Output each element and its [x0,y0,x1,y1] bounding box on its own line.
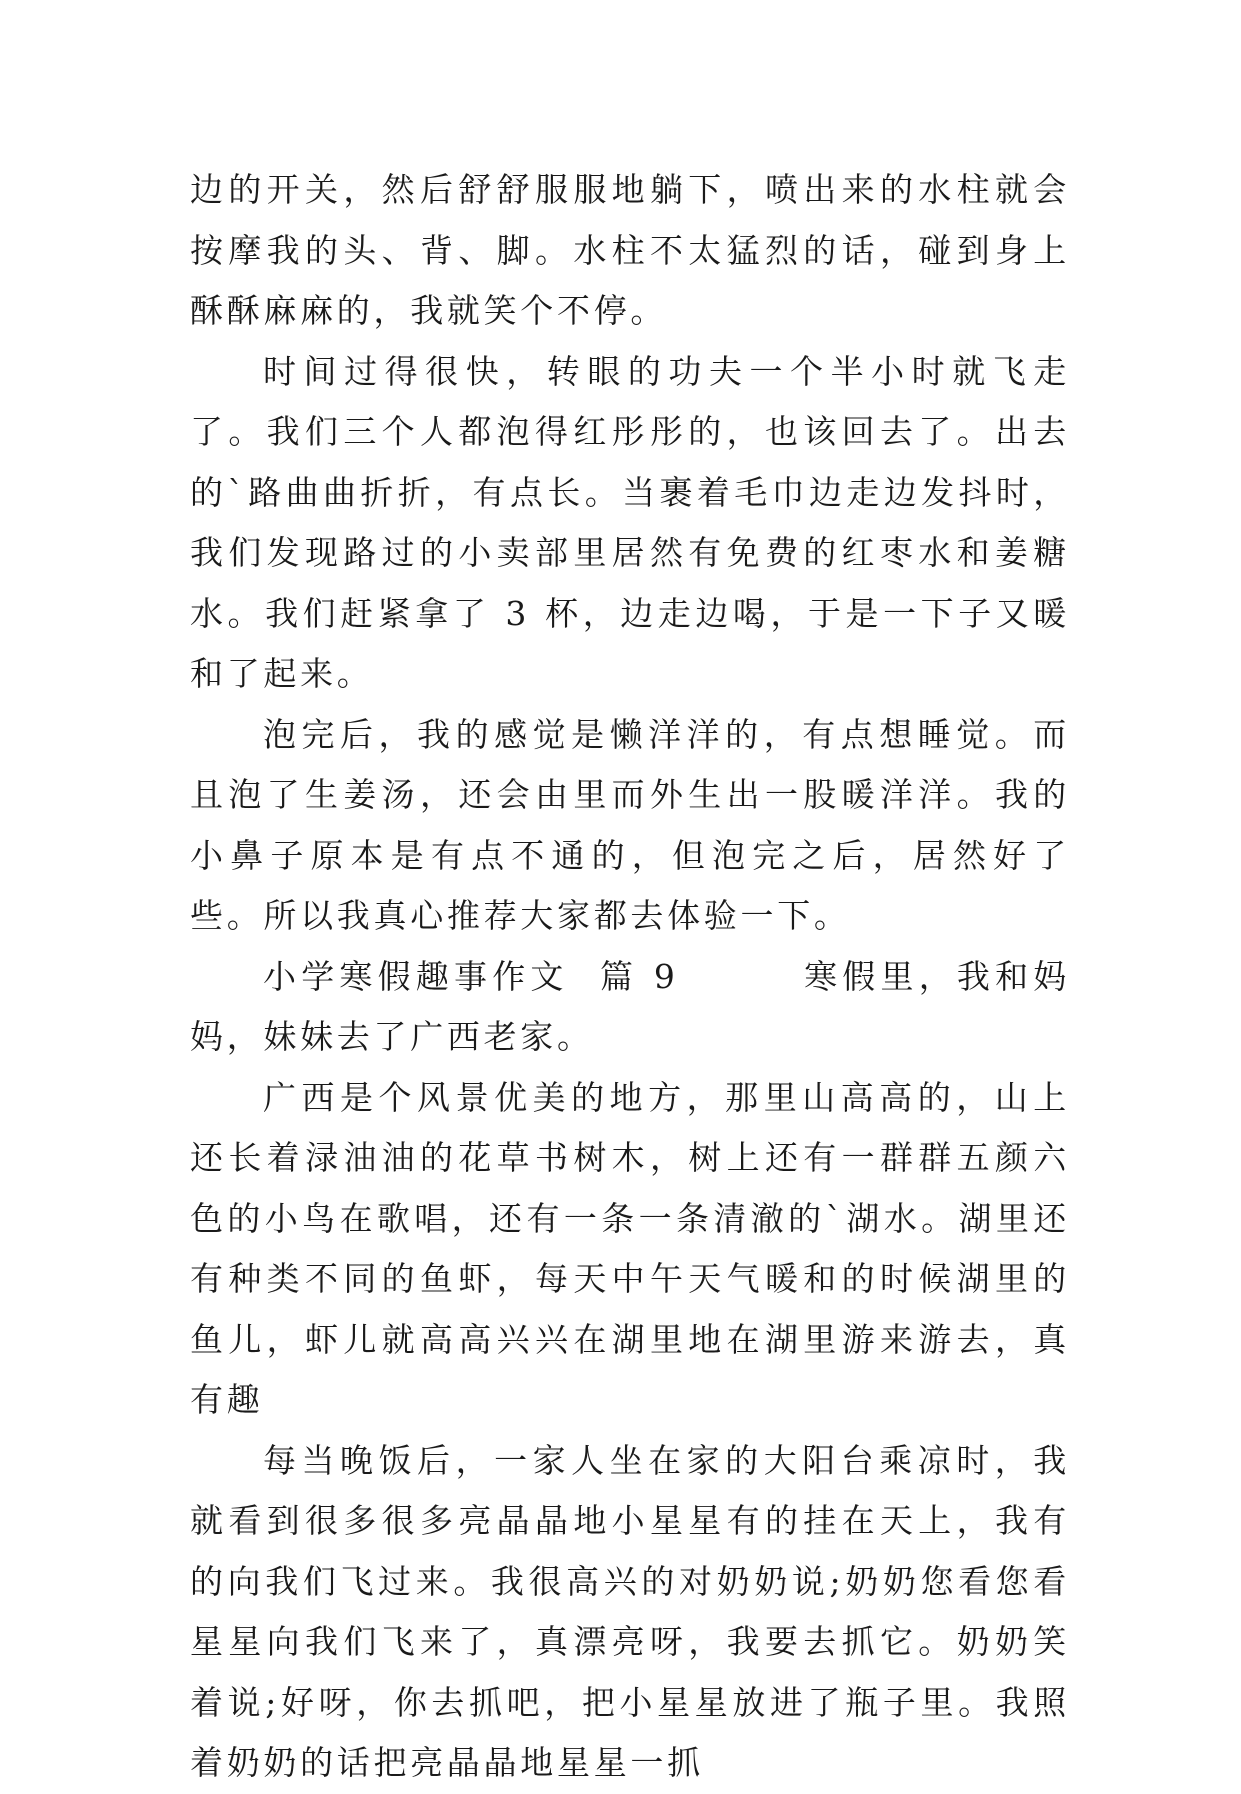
paragraph: 广西是个风景优美的地方，那里山高高的，山上还长着渌油油的花草书树木，树上还有一群群五颜六色的小鸟在歌唱，还有一条一条清澈的`湖水。湖里还有种类不同的鱼虾，每天中午天气暖和的时候湖里的鱼儿，虾儿就高高兴兴在湖里地在湖里游来游去，真有趣 [190,1077,1070,1419]
paragraph: 每当晚饭后，一家人坐在家的大阳台乘凉时，我就看到很多很多亮晶晶地小星星有的挂在天上，我有的向我们飞过来。我很高兴的对奶奶说;奶奶您看您看星星向我们飞来了，真漂亮呀，我要去抓它。奶奶笑着说;好呀，你去抓吧，把小星星放进了瓶子里。我照着奶奶的话把亮晶晶地星星一抓 [190,1440,1070,1782]
document-body [190,160,1070,1794]
paragraph: 时间过得很快，转眼的功夫一个半小时就飞走了。我们三个人都泡得红彤彤的，也该回去了。出去的`路曲曲折折，有点长。当裹着毛巾边走边发抖时，我们发现路过的小卖部里居然有免费的红枣水和姜糖水。我们赶紧拿了 3 杯，边走边喝，于是一下子又暖和了起来。 [190,351,1070,693]
paragraph: 泡完后，我的感觉是懒洋洋的，有点想睡觉。而且泡了生姜汤，还会由里而外生出一股暖洋洋。我的小鼻子原本是有点不通的，但泡完之后，居然好了些。所以我真心推荐大家都去体验一下。 [190,714,1070,935]
section-heading-paragraph: 小学寒假趣事作文 篇 9 寒假里，我和妈妈，妹妹去了广西老家。 [190,956,1070,1056]
paragraph-continuation: 边的开关，然后舒舒服服地躺下，喷出来的水柱就会按摩我的头、背、脚。水柱不太猛烈的话，碰到身上酥酥麻麻的，我就笑个不停。 [190,170,1070,330]
